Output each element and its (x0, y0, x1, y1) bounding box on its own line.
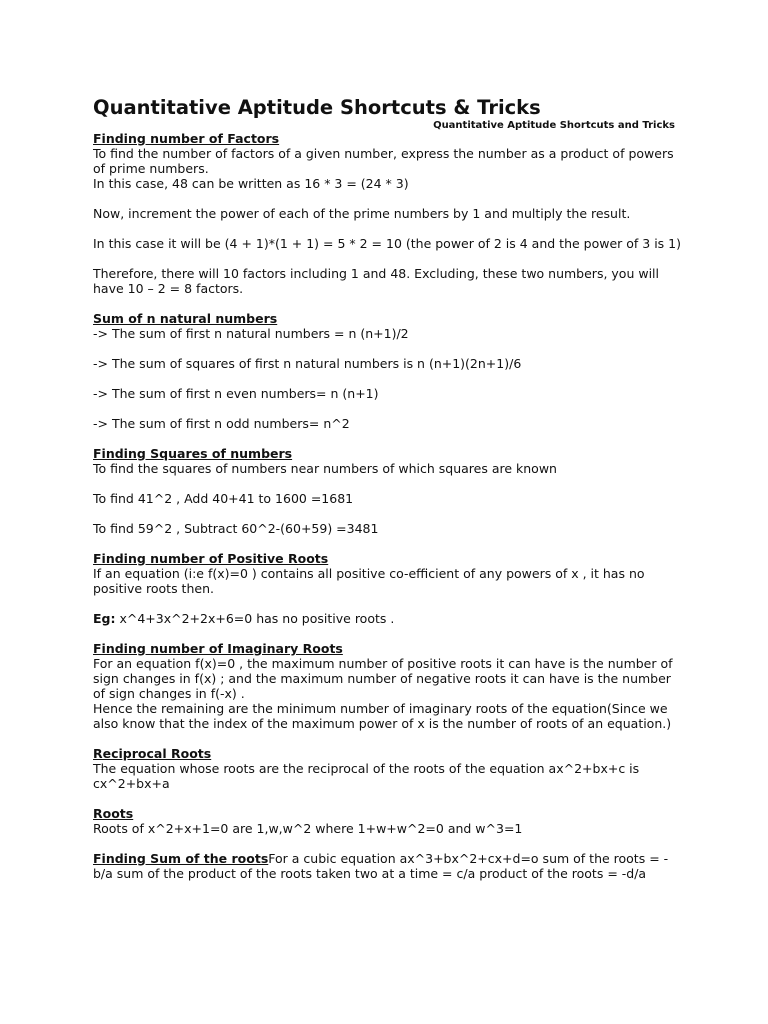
paragraph: -> The sum of squares of first n natural numbers is n (n+1)(2n+1)/6 (93, 356, 522, 371)
paragraph: To find the number of factors of a given number, express the number as a product of powers of prime numbers. (93, 146, 674, 176)
paragraph: For a cubic equation ax^3+bx^2+cx+d=o sum of the roots = - b/a sum of the product of the roots taken two at a time = c/a product of the roots = -d/a (93, 851, 669, 881)
document-body (93, 131, 683, 881)
heading-positive-roots: Finding number of Positive Roots (93, 551, 329, 566)
page-subtitle: Quantitative Aptitude Shortcuts and Tricks (433, 120, 675, 131)
heading-sum-of-roots: Finding Sum of the roots (93, 851, 269, 866)
heading-reciprocal-roots: Reciprocal Roots (93, 746, 212, 761)
paragraph: If an equation (i:e f(x)=0 ) contains all positive co-efficient of any powers of x , it has no positive roots then. (93, 566, 645, 596)
paragraph: Now, increment the power of each of the prime numbers by 1 and multiply the result. (93, 206, 631, 221)
paragraph: To find 41^2 , Add 40+41 to 1600 =1681 (93, 491, 354, 506)
paragraph: -> The sum of first n even numbers= n (n+1) (93, 386, 379, 401)
example-text: x^4+3x^2+2x+6=0 has no positive roots . (115, 611, 395, 626)
paragraph: Therefore, there will 10 factors including 1 and 48. Excluding, these two numbers, you will have 10 – 2 = 8 factors. (93, 266, 659, 296)
page-title: Quantitative Aptitude Shortcuts & Tricks (93, 96, 541, 119)
paragraph: To find the squares of numbers near numbers of which squares are known (93, 461, 557, 476)
heading-factors: Finding number of Factors (93, 131, 280, 146)
paragraph: -> The sum of first n natural numbers = n (n+1)/2 (93, 326, 409, 341)
heading-squares: Finding Squares of numbers (93, 446, 293, 461)
sum-of-roots-block (93, 851, 683, 881)
paragraph: For an equation f(x)=0 , the maximum number of positive roots it can have is the number of sign changes in f(x) ; and the maximum number of negative roots it can have is the number of sign changes in f(-x) . (93, 656, 673, 701)
example-line (93, 611, 683, 626)
paragraph: Hence the remaining are the minimum number of imaginary roots of the equation(Since we also know that the index of the maximum power of x is the number of roots of an equation.) (93, 701, 672, 731)
paragraph: Roots of x^2+x+1=0 are 1,w,w^2 where 1+w+w^2=0 and w^3=1 (93, 821, 523, 836)
paragraph: The equation whose roots are the reciprocal of the roots of the equation ax^2+bx+c is cx^2+bx+a (93, 761, 640, 791)
heading-roots: Roots (93, 806, 134, 821)
heading-sum-natural-numbers: Sum of n natural numbers (93, 311, 278, 326)
example-label: Eg: (93, 611, 116, 626)
paragraph: In this case, 48 can be written as 16 * 3 = (24 * 3) (93, 176, 409, 191)
paragraph: -> The sum of first n odd numbers= n^2 (93, 416, 350, 431)
paragraph: To find 59^2 , Subtract 60^2-(60+59) =3481 (93, 521, 379, 536)
paragraph: In this case it will be (4 + 1)*(1 + 1) = 5 * 2 = 10 (the power of 2 is 4 and the power of 3 is 1) (93, 236, 681, 251)
heading-imaginary-roots: Finding number of Imaginary Roots (93, 641, 343, 656)
